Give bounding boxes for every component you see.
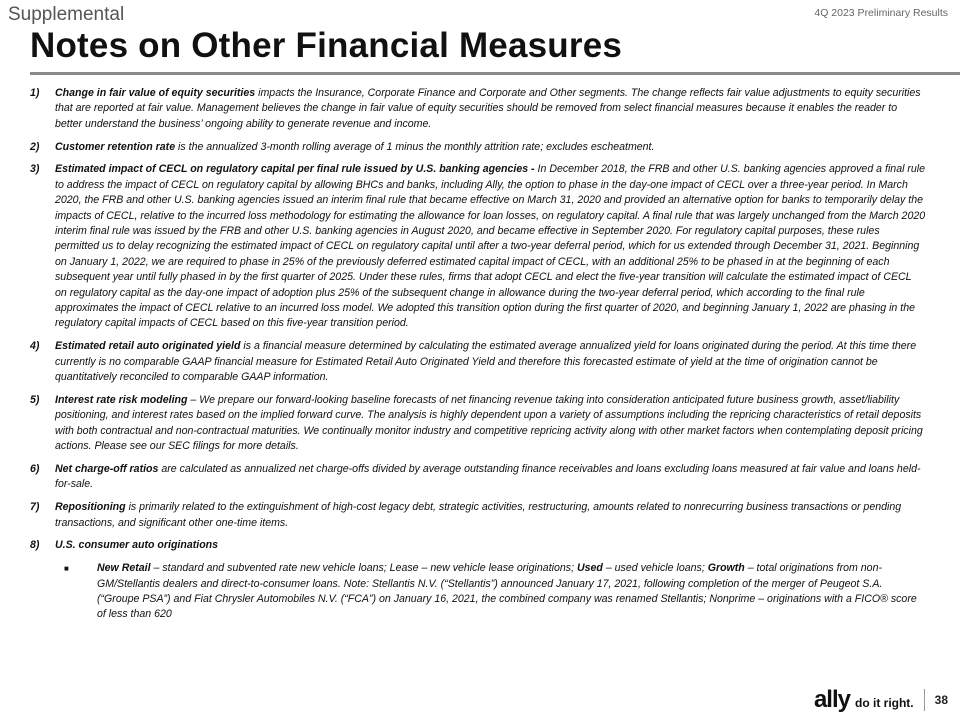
note-term: U.S. consumer auto originations xyxy=(55,539,219,552)
report-label: 4Q 2023 Preliminary Results xyxy=(814,7,948,19)
note-item xyxy=(30,140,926,155)
section-label: Supplemental xyxy=(8,4,125,25)
subnote-text: – standard and subvented rate new vehicle loans; Lease – new vehicle lease originations; xyxy=(150,562,577,575)
note-text: is primarily related to the extinguishment of high-cost legacy debt, strategic activities, restructuring, amounts related to nonrecurring business transactions or pending transactions, and significant other one-time items. xyxy=(55,501,902,529)
note-item xyxy=(30,500,926,531)
page-number: 38 xyxy=(934,693,948,707)
note-body xyxy=(55,500,926,531)
subnote-item xyxy=(55,561,926,623)
subnote-text: – used vehicle loans; xyxy=(602,562,708,575)
logo-wordmark: ally xyxy=(813,686,850,713)
note-number: 8) xyxy=(30,539,40,552)
note-item xyxy=(30,393,926,455)
square-bullet-icon: ■ xyxy=(64,564,69,574)
page-title: Notes on Other Financial Measures xyxy=(30,26,623,65)
note-number: 7) xyxy=(30,501,40,514)
note-term: Estimated impact of CECL on regulatory capital per final rule issued by U.S. banking agencies - xyxy=(55,163,535,176)
note-item xyxy=(30,339,926,385)
logo-tagline: do it right. xyxy=(854,696,914,710)
note-item xyxy=(30,162,926,331)
note-body xyxy=(55,339,926,385)
note-text: In December 2018, the FRB and other U.S. banking agencies approved a final rule to address the impact of CECL on regulatory capital by allowing BHCs and banks, including Ally, the option to phase in the day-one impact of CECL over a three-year period. In March 2020, the FRB and other U.S. banking agencies issued an interim final rule that became effective on March 31, 2020 and provided an alternative option for banks to temporarily delay the impacts of CECL, relative to the incurred loss methodology for estimating the allowance for loan losses, on regulatory capital. A final rule that was largely unchanged from the March 2020 interim final rule was issued by the FRB and other U.S. banking agencies in August 2020, and became effective in September 2020. For regulatory capital purposes, these rules permitted us to delay recognizing the estimated impact of CECL on regulatory capital until after a two-year deferral period, which for us extended through December 31, 2021. Beginning on January 1, 2022, we are required to phase in 25% of the previously deferred estimated capital impact of CECL, with an additional 25% to be phased in at the beginning of each subsequent year until fully phased in by the first quarter of 2025. Under these rules, firms that adopt CECL and elect the five-year transition will calculate the estimated impact of CECL on regulatory capital as the day-one impact of adoption plus 25% of the subsequent change in allowance during the two-year deferral period, which according to the final rule approximates the impact of CECL relative to an incurred loss model. We adopted this transition option during the first quarter of 2020, and beginning January 1, 2022 are phasing in the regulatory capital impacts of CECL based on this five-year transition period. xyxy=(55,163,926,330)
title-divider xyxy=(30,72,960,75)
note-body xyxy=(55,538,926,622)
subnote-term-new-retail: New Retail xyxy=(97,562,151,575)
note-number: 3) xyxy=(30,163,40,176)
note-term: Change in fair value of equity securities xyxy=(55,87,256,99)
note-text: are calculated as annualized net charge-offs divided by average outstanding finance receivables and loans excluding loans measured at fair value and loans held-for-sale. xyxy=(55,462,921,491)
note-text: – We prepare our forward-looking baseline forecasts of net financing revenue taking into consideration anticipated future business growth, asset/liability positioning, and interest rates based on the implied forward curve. The analysis is highly dependent upon a variety of assumptions including the repricing characteristics of retail deposits with both contractual and non-contractual maturities. We continually monitor industry and competitive repricing activity along with other market factors when contemplating deposit pricing actions. Please see our SEC filings for more details. xyxy=(55,393,923,453)
note-term: Interest rate risk modeling xyxy=(55,393,188,406)
subnote-term-used: Used xyxy=(576,562,603,575)
note-term: Net charge-off ratios xyxy=(55,462,159,475)
notes-list xyxy=(30,86,926,630)
footer-divider xyxy=(924,689,925,711)
note-body xyxy=(55,140,926,155)
note-term: Customer retention rate xyxy=(55,140,176,153)
note-text: is the annualized 3-month rolling average of 1 minus the monthly attrition rate; excludes escheatment. xyxy=(178,140,655,153)
footer xyxy=(814,686,948,714)
note-number: 1) xyxy=(30,87,40,99)
note-number: 6) xyxy=(30,462,40,475)
note-body xyxy=(55,162,926,331)
note-body xyxy=(55,462,926,493)
note-body xyxy=(55,86,926,132)
note-term: Estimated retail auto originated yield xyxy=(55,340,241,353)
subnote-term-growth: Growth xyxy=(707,562,745,575)
note-item xyxy=(30,86,926,132)
note-text: is a financial measure determined by calculating the estimated average annualized yield for loans originated during the period. At this time there currently is no comparable GAAP financial measure for Estimated Retail Auto Originated Yield and therefore this forecasted estimate of yield at the time of origination cannot be quantitatively reconciled to comparable GAAP information. xyxy=(55,340,917,384)
note-text: impacts the Insurance, Corporate Finance and Corporate and Other segments. The change reflects fair value adjustments to equity securities that are reported at fair value. Management believes the change in fair value of equity securities should be removed from select financial measures because it enables the reader to better understand the business’ ongoing ability to generate revenue and income. xyxy=(55,87,921,130)
ally-logo xyxy=(814,686,914,714)
note-number: 4) xyxy=(30,340,40,353)
note-item xyxy=(30,462,926,493)
note-body xyxy=(55,393,926,455)
subnote-text: – total originations from non-GM/Stellantis dealers and direct-to-consumer loans. Note: Stellantis N.V. (“Stellantis”) announced January 17, 2021, following completion of the merger of Peugeot S.A. (“Groupe PSA”) and Fiat Chrysler Automobiles N.V. (“FCA”) on January 16, 2021, the combined company was renamed Stellantis; Nonprime – originations with a FICO® score of less than 620 xyxy=(97,562,917,621)
note-number: 2) xyxy=(30,140,40,153)
subnote-body xyxy=(97,561,926,623)
note-term: Repositioning xyxy=(55,501,126,514)
note-number: 5) xyxy=(30,393,40,406)
note-item xyxy=(30,538,926,622)
